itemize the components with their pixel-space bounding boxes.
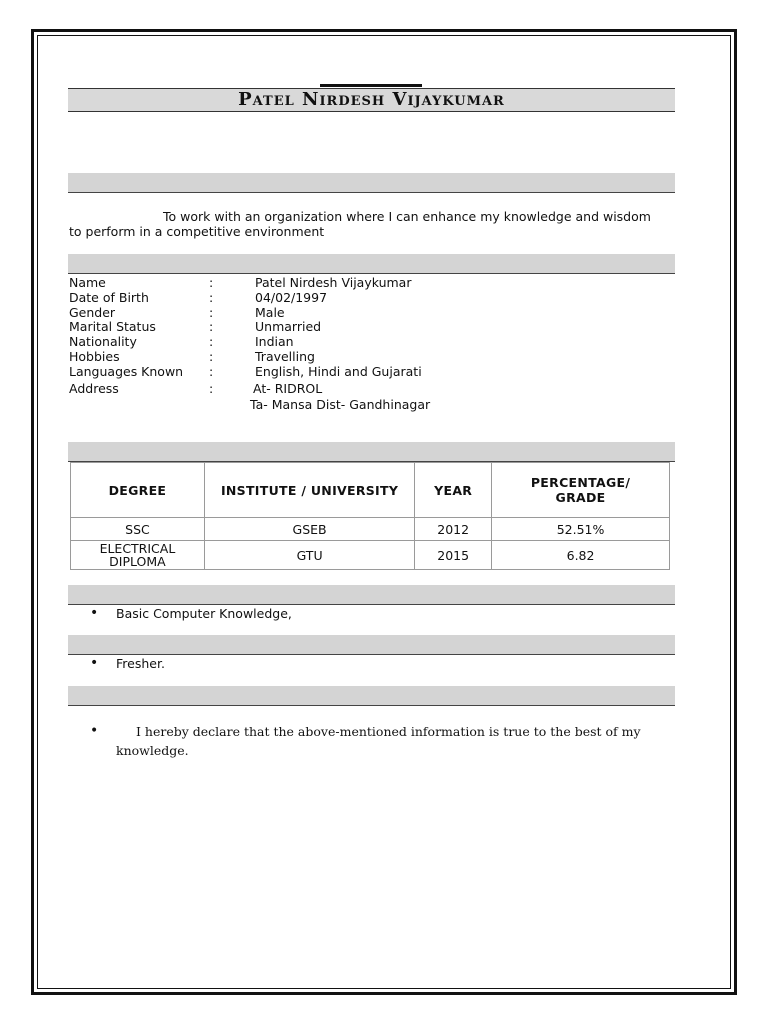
table-header-row	[71, 463, 670, 518]
info-label: Date of Birth	[69, 290, 149, 305]
cell-grade: 6.82	[492, 541, 670, 570]
info-row-address	[69, 381, 669, 396]
bullet-icon: •	[90, 723, 99, 739]
info-label: Marital Status	[69, 319, 156, 334]
experience-section-band	[68, 635, 675, 655]
objective-line-2: to perform in a competitive environment	[69, 224, 325, 239]
column-header-degree: DEGREE	[71, 463, 205, 518]
info-value: Indian	[255, 334, 294, 349]
info-row-address-cont	[69, 397, 669, 412]
info-row-hobbies	[69, 349, 669, 364]
info-separator: :	[209, 349, 214, 364]
address-line-2: Ta- Mansa Dist- Gandhinagar	[250, 397, 431, 412]
skills-section-band	[68, 585, 675, 605]
declaration-text	[116, 722, 676, 760]
bullet-icon: •	[90, 605, 99, 621]
cell-degree: SSC	[71, 518, 205, 541]
info-separator: :	[209, 305, 214, 320]
info-row-dob	[69, 290, 669, 305]
info-label: Hobbies	[69, 349, 120, 364]
table-row	[71, 518, 670, 541]
column-header-grade: PERCENTAGE/ GRADE	[492, 463, 670, 518]
title-accent-line	[320, 84, 422, 87]
column-header-year: YEAR	[415, 463, 492, 518]
info-row-name	[69, 275, 669, 290]
address-line-1: At- RIDROL	[253, 381, 323, 396]
education-table	[70, 462, 670, 570]
info-separator: :	[209, 275, 214, 290]
info-separator: :	[209, 319, 214, 334]
name-header-band	[68, 88, 675, 112]
info-label: Nationality	[69, 334, 137, 349]
info-label: Address	[69, 381, 119, 396]
info-label: Name	[69, 275, 106, 290]
objective-text	[69, 209, 673, 239]
info-value: Travelling	[255, 349, 315, 364]
skill-text: Basic Computer Knowledge,	[116, 606, 292, 621]
cell-grade: 52.51%	[492, 518, 670, 541]
info-separator: :	[209, 334, 214, 349]
table-row	[71, 541, 670, 570]
bullet-icon: •	[90, 655, 99, 671]
education-section-band	[68, 442, 675, 462]
objective-section-band	[68, 173, 675, 193]
experience-text: Fresher.	[116, 656, 165, 671]
info-value: Patel Nirdesh Vijaykumar	[255, 275, 412, 290]
objective-line-1: To work with an organization where I can enhance my knowledge and wisdom	[163, 209, 651, 224]
cell-institute: GSEB	[204, 518, 414, 541]
info-label: Languages Known	[69, 364, 184, 379]
column-header-institute: INSTITUTE / UNIVERSITY	[204, 463, 414, 518]
info-row-languages	[69, 364, 669, 379]
cell-degree: ELECTRICAL DIPLOMA	[71, 541, 205, 570]
info-label: Gender	[69, 305, 116, 320]
info-row-marital-status	[69, 319, 669, 334]
info-value: English, Hindi and Gujarati	[255, 364, 422, 379]
cell-year: 2015	[415, 541, 492, 570]
info-row-nationality	[69, 334, 669, 349]
declaration-section-band	[68, 686, 675, 706]
info-separator: :	[209, 364, 214, 379]
info-row-gender	[69, 305, 669, 320]
cell-year: 2012	[415, 518, 492, 541]
info-value: 04/02/1997	[255, 290, 328, 305]
info-value: Male	[255, 305, 285, 320]
info-separator: :	[209, 290, 214, 305]
info-value: Unmarried	[255, 319, 322, 334]
info-separator: :	[209, 381, 214, 396]
candidate-name: Patel Nirdesh Vijaykumar	[238, 89, 505, 110]
declaration-statement: I hereby declare that the above-mentioned information is true to the best of my knowledge.	[116, 724, 641, 758]
cell-institute: GTU	[204, 541, 414, 570]
personal-section-band	[68, 254, 675, 274]
